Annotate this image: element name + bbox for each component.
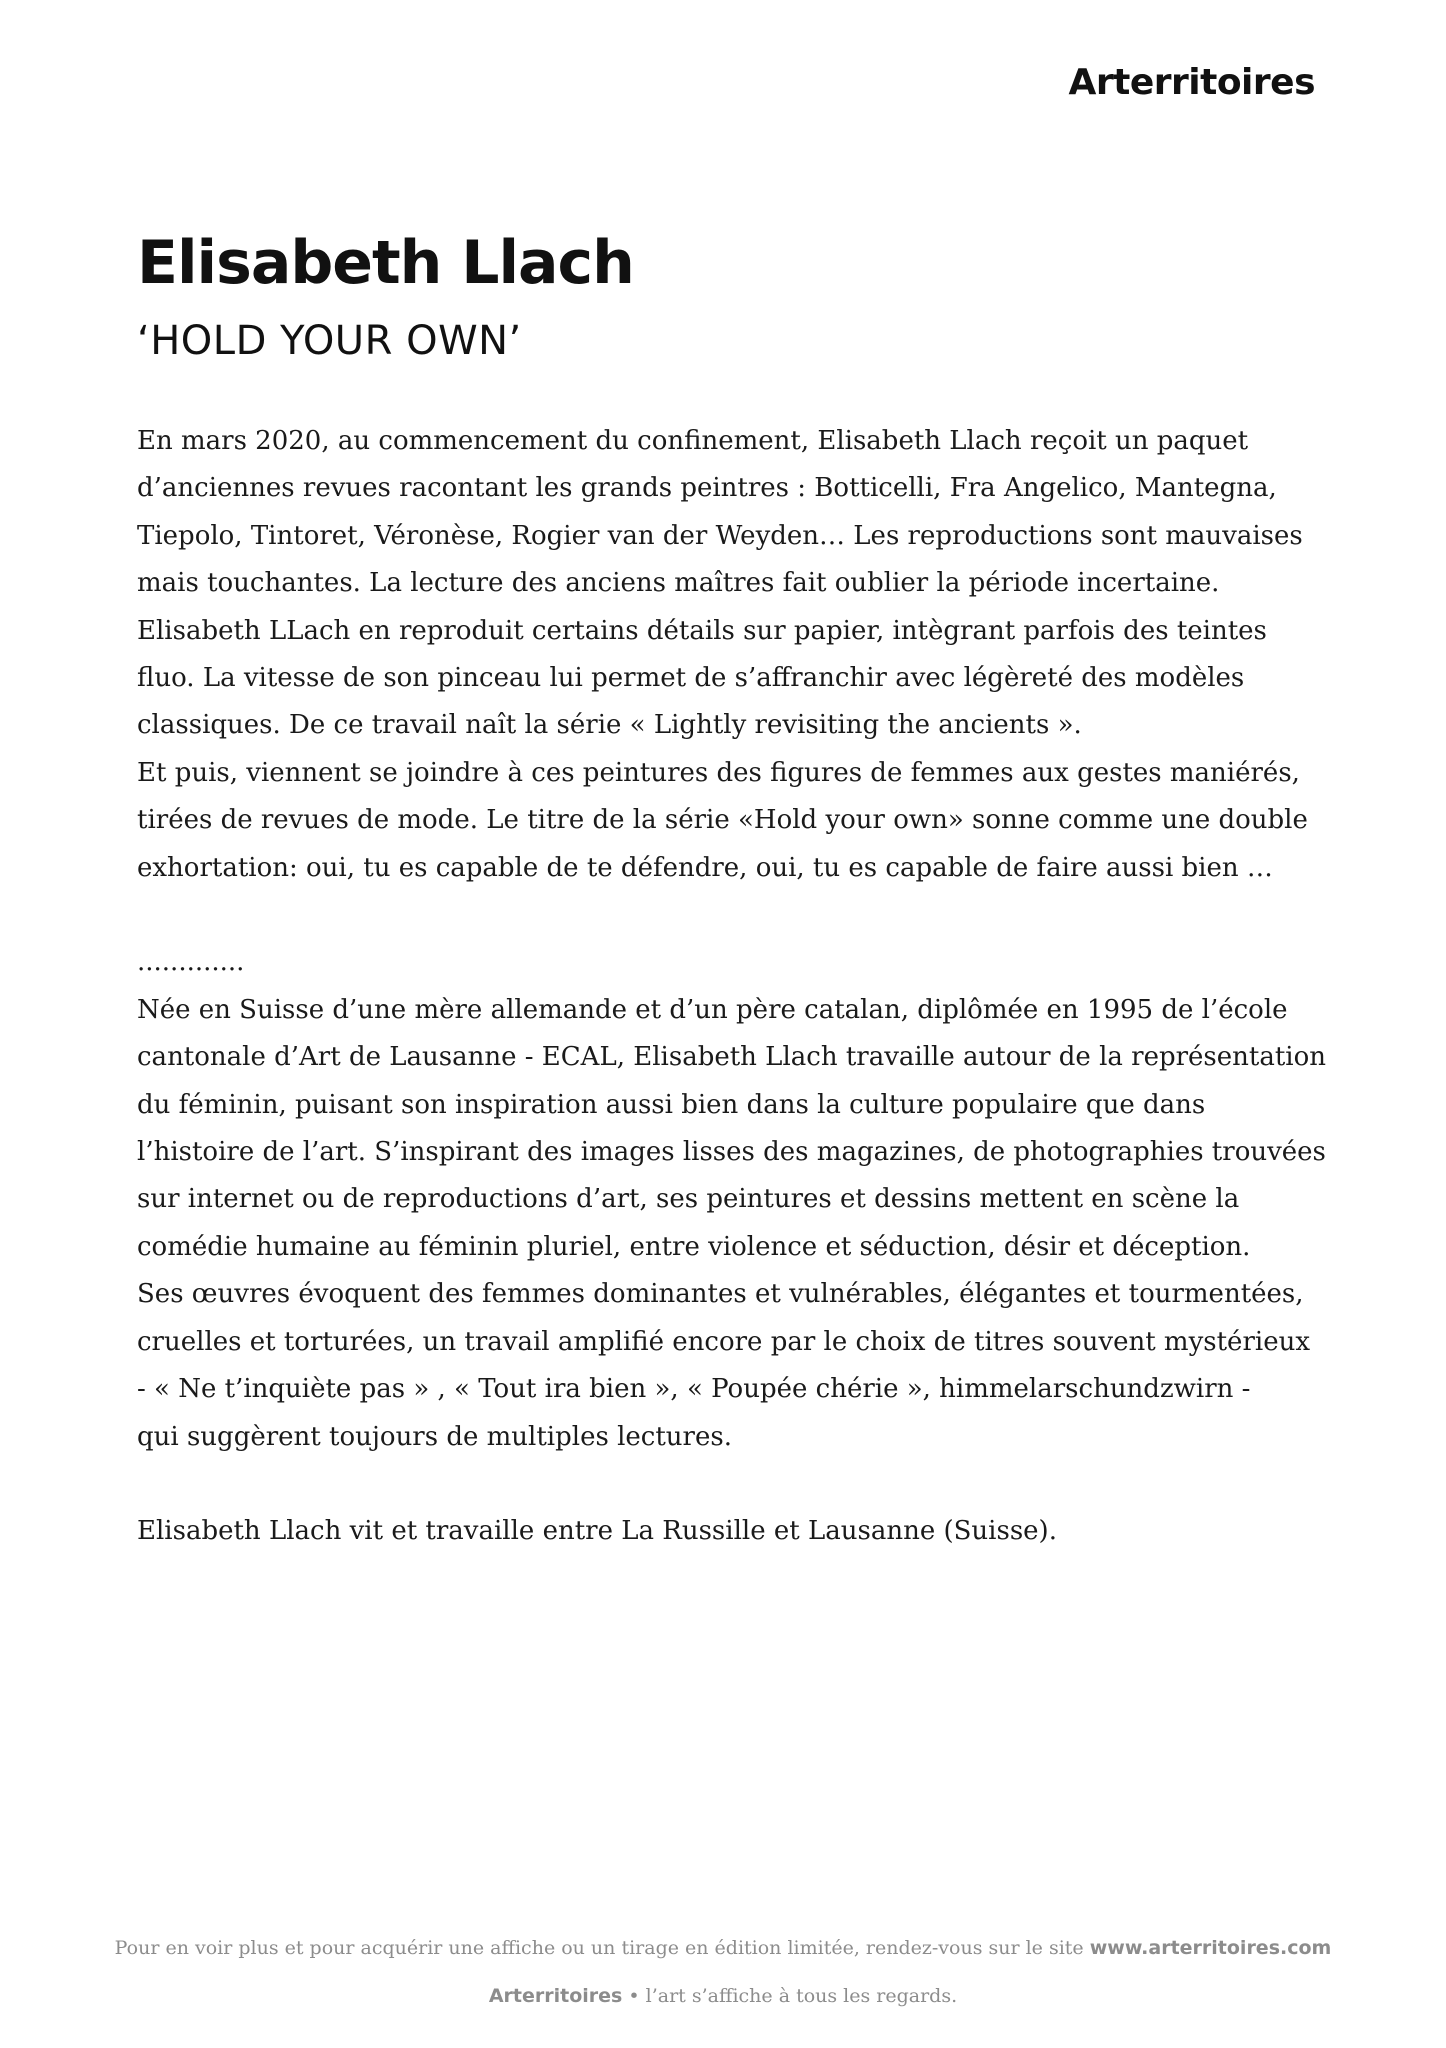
body-line: du féminin, puisant son inspiration aussi bien dans la culture populaire que dans <box>137 1089 1206 1120</box>
series-title: ‘HOLD YOUR OWN’ <box>137 318 522 364</box>
body-line: Elisabeth Llach vit et travaille entre La Russille et Lausanne (Suisse). <box>137 1516 1057 1547</box>
body-line: mais touchantes. La lecture des anciens maîtres fait oublier la période incertaine. <box>137 568 1220 599</box>
body-line: comédie humaine au féminin pluriel, entre violence et séduction, désir et déception. <box>137 1231 1251 1262</box>
footer-text: Pour en voir plus et pour acquérir une affiche ou un tirage en édition limitée, rendez-vous sur le site <box>114 1937 1090 1959</box>
body-line: sur internet ou de reproductions d’art, ses peintures et dessins mettent en scène la <box>137 1184 1240 1215</box>
footer-info <box>0 1937 1446 1959</box>
body-line: d’anciennes revues racontant les grands peintres : Botticelli, Fra Angelico, Mantegna, <box>137 473 1277 504</box>
body-line: cruelles et torturées, un travail amplifié encore par le choix de titres souvent mystérieux <box>137 1326 1310 1357</box>
brand-logo: Arterritoires <box>1068 62 1315 103</box>
artist-name: Elisabeth Llach <box>137 228 634 298</box>
separator-dots: ............. <box>137 947 245 978</box>
body-line: En mars 2020, au commencement du confinement, Elisabeth Llach reçoit un paquet <box>137 426 1249 456</box>
body-line: Née en Suisse d’une mère allemande et d’un père catalan, diplômée en 1995 de l’école <box>137 994 1288 1025</box>
body-line: qui suggèrent toujours de multiples lectures. <box>137 1421 732 1452</box>
website-link[interactable]: www.arterritoires.com <box>1089 1937 1332 1959</box>
body-line: Et puis, viennent se joindre à ces peintures des figures de femmes aux gestes maniérés, <box>137 757 1300 788</box>
body-line: Elisabeth LLach en reproduit certains détails sur papier, intègrant parfois des teintes <box>137 615 1267 646</box>
paragraph-spacer <box>137 1461 1317 1508</box>
body-line: Tiepolo, Tintoret, Véronèse, Rogier van der Weyden… Les reproductions sont mauvaises <box>137 520 1303 551</box>
body-line: classiques. De ce travail naît la série « Lightly revisiting the ancients ». <box>137 710 1082 741</box>
body-line: exhortation: oui, tu es capable de te défendre, oui, tu es capable de faire aussi bien … <box>137 852 1273 883</box>
footer-tagline-text: • l’art s’affiche à tous les regards. <box>622 1985 958 2007</box>
body-line: tirées de revues de mode. Le titre de la série «Hold your own» sonne comme une double <box>137 805 1308 836</box>
body-text <box>137 418 1327 1556</box>
footer-brand: Arterritoires <box>488 1985 623 2007</box>
footer-tagline <box>0 1985 1446 2007</box>
body-line: - « Ne t’inquiète pas » , « Tout ira bien », « Poupée chérie », himmelarschundzwirn - <box>137 1374 1251 1405</box>
body-line: fluo. La vitesse de son pinceau lui permet de s’affranchir avec légèreté des modèles <box>137 663 1245 694</box>
paragraph-spacer <box>137 892 1317 939</box>
body-line: Ses œuvres évoquent des femmes dominantes et vulnérables, élégantes et tourmentées, <box>137 1279 1304 1310</box>
body-line: l’histoire de l’art. S’inspirant des images lisses des magazines, de photographies trouvées <box>137 1137 1326 1168</box>
body-line: cantonale d’Art de Lausanne - ECAL, Elisabeth Llach travaille autour de la représentation <box>137 1042 1327 1073</box>
